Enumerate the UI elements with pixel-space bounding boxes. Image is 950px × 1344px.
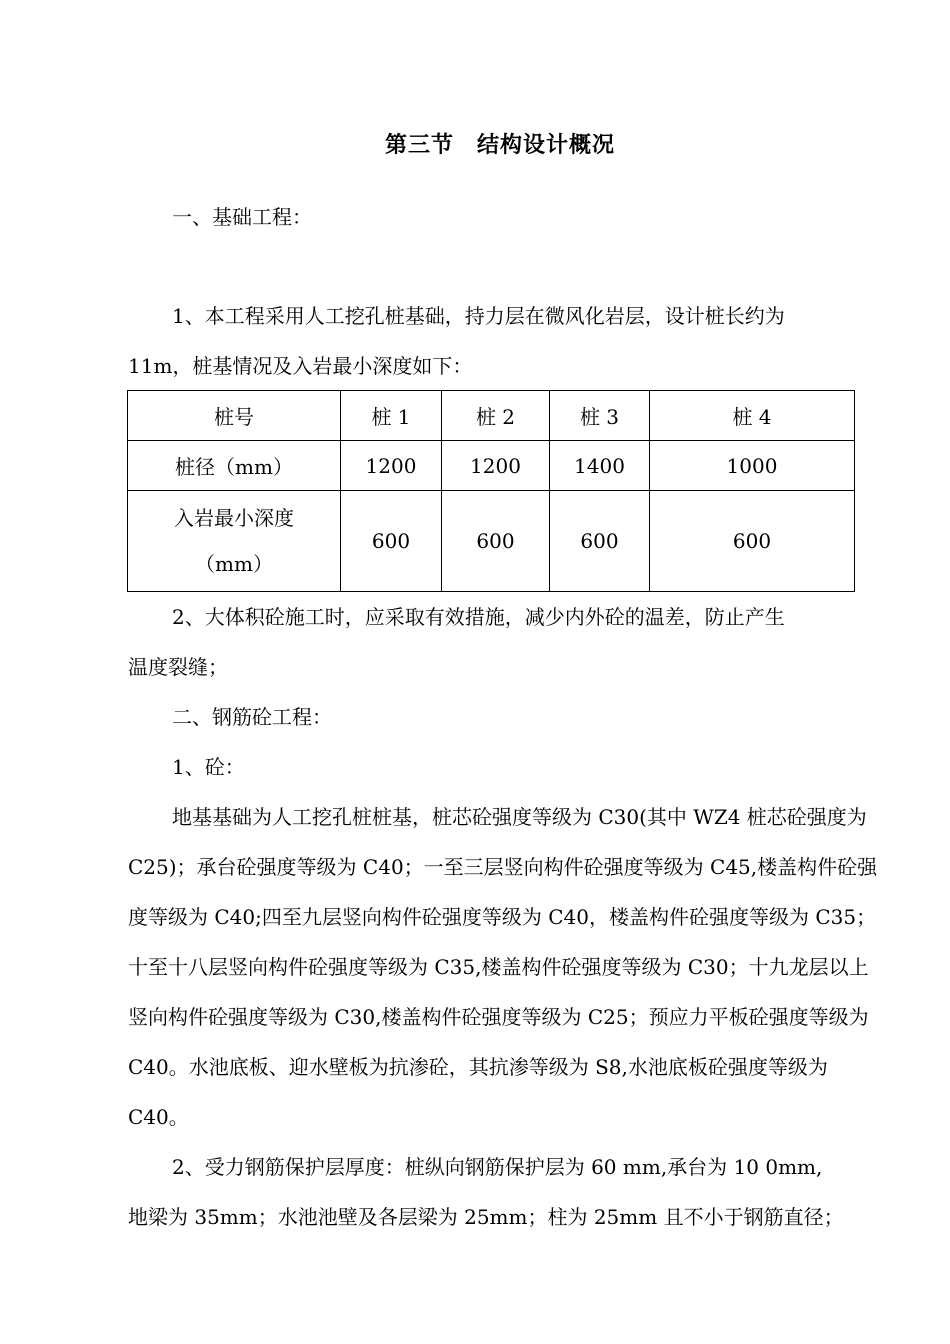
table-row-diameter	[128, 441, 855, 491]
table-cell-line: 入岩最小深度	[174, 506, 294, 530]
pile-table	[127, 390, 855, 592]
table-cell: 600	[550, 491, 650, 592]
table-header-cell: 桩 4	[650, 391, 855, 441]
table-cell: 1200	[442, 441, 550, 491]
paragraph-line: 1、本工程采用人工挖孔桩基础，持力层在微风化岩层，设计桩长约为	[172, 304, 785, 328]
table-header-cell: 桩号	[128, 391, 341, 441]
paragraph-line: 2、受力钢筋保护层厚度：桩纵向钢筋保护层为 60 mm,承台为 10 0mm,	[172, 1155, 823, 1179]
table-cell: 600	[650, 491, 855, 592]
paragraph-line: 2、大体积砼施工时，应采取有效措施，减少内外砼的温差，防止产生	[172, 605, 785, 629]
paragraph-line: C40。水池底板、迎水壁板为抗渗砼，其抗渗等级为 S8,水池底板砼强度等级为	[128, 1055, 828, 1079]
paragraph-line: 11m，桩基情况及入岩最小深度如下：	[128, 354, 473, 378]
paragraph-line: C40。	[128, 1105, 189, 1129]
table-row-depth	[128, 491, 855, 592]
paragraph-line: 度等级为 C40;四至九层竖向构件砼强度等级为 C40，楼盖构件砼强度等级为 C35；	[128, 905, 877, 929]
table-header-cell: 桩 3	[550, 391, 650, 441]
heading-foundation: 一、基础工程：	[172, 205, 312, 229]
table-cell: 600	[442, 491, 550, 592]
table-cell: 1200	[341, 441, 442, 491]
table-cell: 1400	[550, 441, 650, 491]
table-header-cell: 桩 2	[442, 391, 550, 441]
paragraph-cover-thickness	[128, 1142, 950, 1242]
table-header-cell: 桩 1	[341, 391, 442, 441]
heading-reinforced-concrete: 二、钢筋砼工程：	[172, 705, 332, 729]
paragraph-concrete-grades	[128, 792, 950, 1142]
table-header-row	[128, 391, 855, 441]
section-title: 第三节 结构设计概况	[384, 133, 615, 158]
paragraph-line: 竖向构件砼强度等级为 C30,楼盖构件砼强度等级为 C25；预应力平板砼强度等级为	[128, 1005, 869, 1029]
table-cell: 桩径（mm）	[128, 441, 341, 491]
paragraph-line: 地梁为 35mm；水池池壁及各层梁为 25mm；柱为 25mm 且不小于钢筋直径；	[128, 1205, 844, 1229]
table-cell: 600	[341, 491, 442, 592]
paragraph-line: 十至十八层竖向构件砼强度等级为 C35,楼盖构件砼强度等级为 C30；十九龙层以上	[128, 955, 869, 979]
heading-concrete: 1、砼：	[172, 755, 245, 779]
table-cell: 1000	[650, 441, 855, 491]
paragraph-line: C25)；承台砼强度等级为 C40；一至三层竖向构件砼强度等级为 C45,楼盖构件砼强	[128, 855, 878, 879]
paragraph-line: 地基基础为人工挖孔桩桩基，桩芯砼强度等级为 C30(其中 WZ4 桩芯砼强度为	[172, 805, 867, 829]
table-cell-line: （mm）	[195, 552, 273, 576]
paragraph-mass-concrete	[128, 592, 950, 692]
table-cell-depth-label	[128, 491, 341, 592]
paragraph-pile-foundation	[128, 291, 950, 391]
paragraph-line: 温度裂缝；	[128, 655, 228, 679]
